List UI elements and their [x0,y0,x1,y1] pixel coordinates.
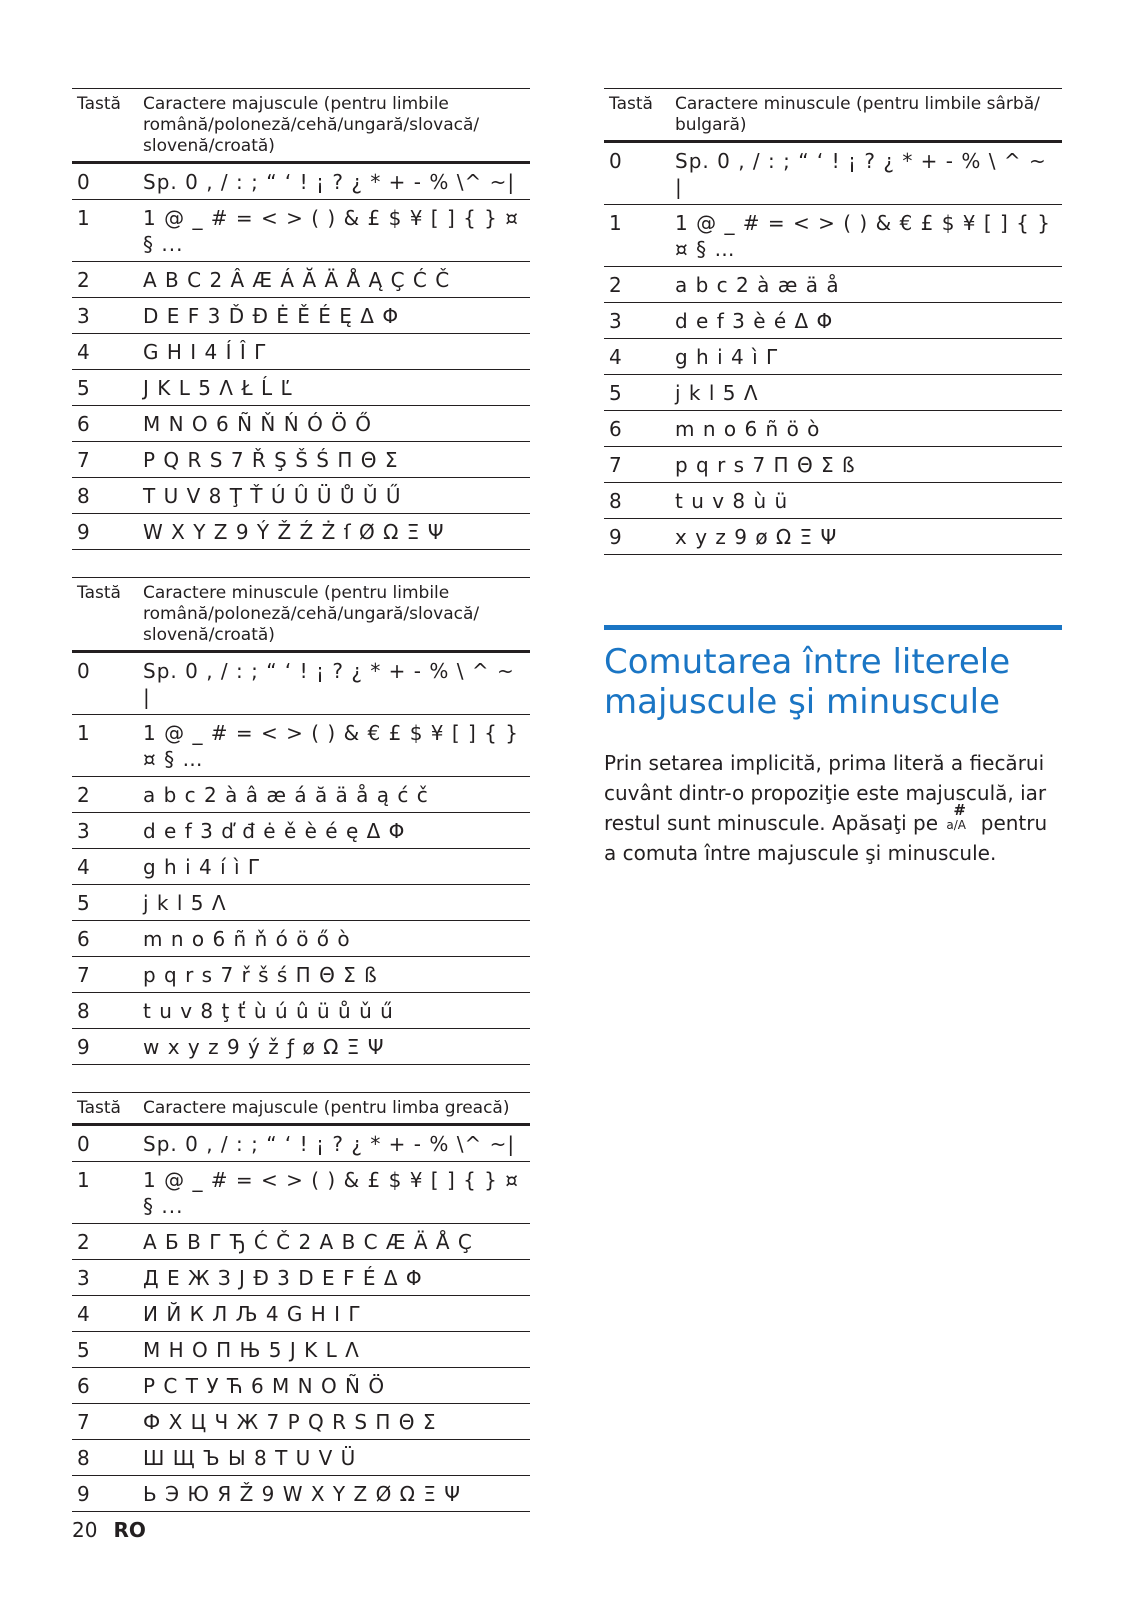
table-row [72,298,530,334]
hash-glyph: # [953,801,966,819]
characters-cell: И Й К Л Љ 4 G H I Γ [138,1296,530,1332]
characters-cell: j k l 5 Λ [670,375,1062,411]
key-cell: 0 [72,1125,138,1162]
characters-cell: J K L 5 Λ Ł Ĺ Ľ [138,370,530,406]
language-code: RO [113,1518,146,1542]
table-header-row [604,89,1062,142]
table-row [604,375,1062,411]
key-cell: 1 [72,715,138,777]
characters-cell: m n o 6 ñ ň ó ö ő ò [138,921,530,957]
key-cell: 5 [72,370,138,406]
key-cell: 5 [72,885,138,921]
characters-cell: D E F 3 Ď Đ Ė Ě É Ę Δ Φ [138,298,530,334]
key-cell: 4 [72,1296,138,1332]
right-column [604,88,1062,888]
paragraph-text: pentru a comuta între majuscule şi minuscule. [604,811,1048,865]
table-row [72,442,530,478]
characters-cell: m n o 6 ñ ö ò [670,411,1062,447]
characters-cell: p q r s 7 ř š ś Π Θ Σ ß [138,957,530,993]
key-cell: 6 [72,406,138,442]
table-row [72,163,530,200]
header-key: Tastă [604,89,670,142]
key-cell: 1 [604,205,670,267]
characters-cell: t u v 8 ù ü [670,483,1062,519]
characters-cell: T U V 8 Ţ Ť Ú Û Ü Ů Ǔ Ű [138,478,530,514]
table-row [72,1368,530,1404]
key-cell: 1 [72,200,138,262]
characters-cell: W X Y Z 9 Ý Ž Ź Ż ſ Ø Ω Ξ Ψ [138,514,530,550]
key-cell: 3 [604,303,670,339]
paragraph-text: Prin setarea implicită, prima literă a fiecărui cuvânt dintr-o propoziţie este majusculă, iar restul sunt minuscule. Apăsaţi pe [604,751,1047,835]
characters-cell: Ь Э Ю Я Ž 9 W X Y Z Ø Ω Ξ Ψ [138,1476,530,1512]
characters-cell: Д Е Ж З Ј Đ 3 D E F É Δ Φ [138,1260,530,1296]
table-row [604,411,1062,447]
section-divider [604,625,1062,630]
characters-cell: w x y z 9 ý ž ƒ ø Ω Ξ Ψ [138,1029,530,1065]
header-key: Tastă [72,1093,138,1125]
table-row [72,406,530,442]
characters-cell: 1 @ _ # = < > ( ) & £ $ ¥ [ ] { } ¤ § ... [138,1162,530,1224]
table-row [72,1029,530,1065]
key-cell: 8 [604,483,670,519]
table-row [72,262,530,298]
key-cell: 6 [72,1368,138,1404]
table-row [72,1125,530,1162]
key-cell: 5 [604,375,670,411]
header-key: Tastă [72,578,138,652]
characters-cell: d e f 3 ď đ ė ě è é ę Δ Φ [138,813,530,849]
key-cell: 9 [72,1029,138,1065]
key-table [72,1092,530,1512]
header-key: Tastă [72,89,138,163]
characters-cell: Ш Щ Ъ Ы 8 T U V Ü [138,1440,530,1476]
table-row [72,1440,530,1476]
table-row [72,849,530,885]
key-cell: 3 [72,813,138,849]
table-row [604,205,1062,267]
table-row [72,370,530,406]
characters-cell: А Б В Г Ђ Ć Č 2 A B C Æ Ä Å Ç [138,1224,530,1260]
table-row [604,267,1062,303]
header-characters: Caractere minuscule (pentru limbile sârbă/ bulgară) [670,89,1062,142]
key-cell: 4 [604,339,670,375]
section-title-line: majuscule şi minuscule [604,682,1001,722]
key-cell: 3 [72,298,138,334]
characters-cell: M N O 6 Ñ Ň Ń Ó Ö Ő [138,406,530,442]
key-table [72,88,530,550]
section-title-line: Comutarea între literele [604,642,1011,682]
characters-cell: a b c 2 à â æ á ă ä å ą ć č [138,777,530,813]
key-cell: 0 [72,652,138,715]
header-characters: Caractere minuscule (pentru limbile română/poloneză/cehă/ungară/slovacă/ slovenă/croată) [138,578,530,652]
characters-cell: 1 @ _ # = < > ( ) & € £ $ ¥ [ ] { } ¤ § … [138,715,530,777]
characters-cell: p q r s 7 Π Θ Σ ß [670,447,1062,483]
key-cell: 6 [604,411,670,447]
table-row [72,885,530,921]
key-cell: 0 [72,163,138,200]
section-paragraph [604,748,1062,868]
page-number: 20 [72,1518,98,1542]
characters-cell: d e f 3 è é Δ Φ [670,303,1062,339]
table-row [72,813,530,849]
characters-cell: g h i 4 ì Γ [670,339,1062,375]
characters-cell: Р С Т У Ћ 6 M N O Ñ Ö [138,1368,530,1404]
key-cell: 5 [72,1332,138,1368]
key-cell: 0 [604,142,670,205]
table-row [72,334,530,370]
characters-cell: Sp. 0 , / : ; “ ‘ ! ¡ ? ¿ * + - % \ ^ ~ | [670,142,1062,205]
left-column [72,88,530,1539]
table-row [604,447,1062,483]
key-cell: 3 [72,1260,138,1296]
key-cell: 6 [72,921,138,957]
table-row [72,1260,530,1296]
key-cell: 8 [72,993,138,1029]
characters-cell: t u v 8 ţ ť ù ú û ü ů ǔ ű [138,993,530,1029]
table-row [604,142,1062,205]
characters-cell: Sp. 0 , / : ; “ ‘ ! ¡ ? ¿ * + - % \ ^ ~ | [138,652,530,715]
header-characters: Caractere majuscule (pentru limba greacă) [138,1093,530,1125]
table-row [72,1224,530,1260]
characters-cell: Sp. 0 , / : ; “ ‘ ! ¡ ? ¿ * + - % \^ ~| [138,1125,530,1162]
characters-cell: 1 @ _ # = < > ( ) & € £ $ ¥ [ ] { } ¤ § … [670,205,1062,267]
key-cell: 2 [604,267,670,303]
table-row [604,303,1062,339]
key-cell: 7 [72,442,138,478]
key-cell: 7 [72,1404,138,1440]
table-row [604,339,1062,375]
hash-case-switch-icon [946,801,972,834]
characters-cell: 1 @ _ # = < > ( ) & £ $ ¥ [ ] { } ¤ § ... [138,200,530,262]
key-cell: 9 [604,519,670,555]
key-cell: 4 [72,334,138,370]
table-row [72,514,530,550]
table-header-row [72,1093,530,1125]
characters-cell: A B C 2 Â Æ Á Ă Ä Å Ą Ç Ć Č [138,262,530,298]
table-row [72,1162,530,1224]
table-row [72,1332,530,1368]
characters-cell: x y z 9 ø Ω Ξ Ψ [670,519,1062,555]
key-cell: 9 [72,1476,138,1512]
characters-cell: G H I 4 Í Î Γ [138,334,530,370]
table-row [604,483,1062,519]
key-cell: 8 [72,1440,138,1476]
table-row [72,478,530,514]
key-cell: 2 [72,1224,138,1260]
key-cell: 9 [72,514,138,550]
table-row [72,777,530,813]
key-cell: 2 [72,777,138,813]
page-footer [72,1518,146,1542]
table-row [72,1404,530,1440]
case-glyph: a/A [946,818,966,832]
characters-cell: P Q R S 7 Ř Ş Š Ś Π Θ Σ [138,442,530,478]
characters-cell: Ф Х Ц Ч Ж 7 P Q R S Π Θ Σ [138,1404,530,1440]
table-row [72,993,530,1029]
characters-cell: j k l 5 Λ [138,885,530,921]
table-row [72,715,530,777]
characters-cell: g h i 4 í ì Γ [138,849,530,885]
key-table [72,577,530,1065]
key-table [604,88,1062,555]
table-row [72,1296,530,1332]
section-title [604,642,1062,722]
key-cell: 8 [72,478,138,514]
key-cell: 4 [72,849,138,885]
characters-cell: Sp. 0 , / : ; “ ‘ ! ¡ ? ¿ * + - % \^ ~| [138,163,530,200]
key-cell: 7 [604,447,670,483]
key-cell: 1 [72,1162,138,1224]
characters-cell: М Н О П Њ 5 J K L Λ [138,1332,530,1368]
table-row [72,921,530,957]
characters-cell: a b c 2 à æ ä å [670,267,1062,303]
table-row [72,1476,530,1512]
table-row [72,200,530,262]
table-header-row [72,89,530,163]
header-characters: Caractere majuscule (pentru limbile română/poloneză/cehă/ungară/slovacă/ slovenă/croată) [138,89,530,163]
key-cell: 7 [72,957,138,993]
table-header-row [72,578,530,652]
key-cell: 2 [72,262,138,298]
table-row [72,652,530,715]
table-row [604,519,1062,555]
table-row [72,957,530,993]
